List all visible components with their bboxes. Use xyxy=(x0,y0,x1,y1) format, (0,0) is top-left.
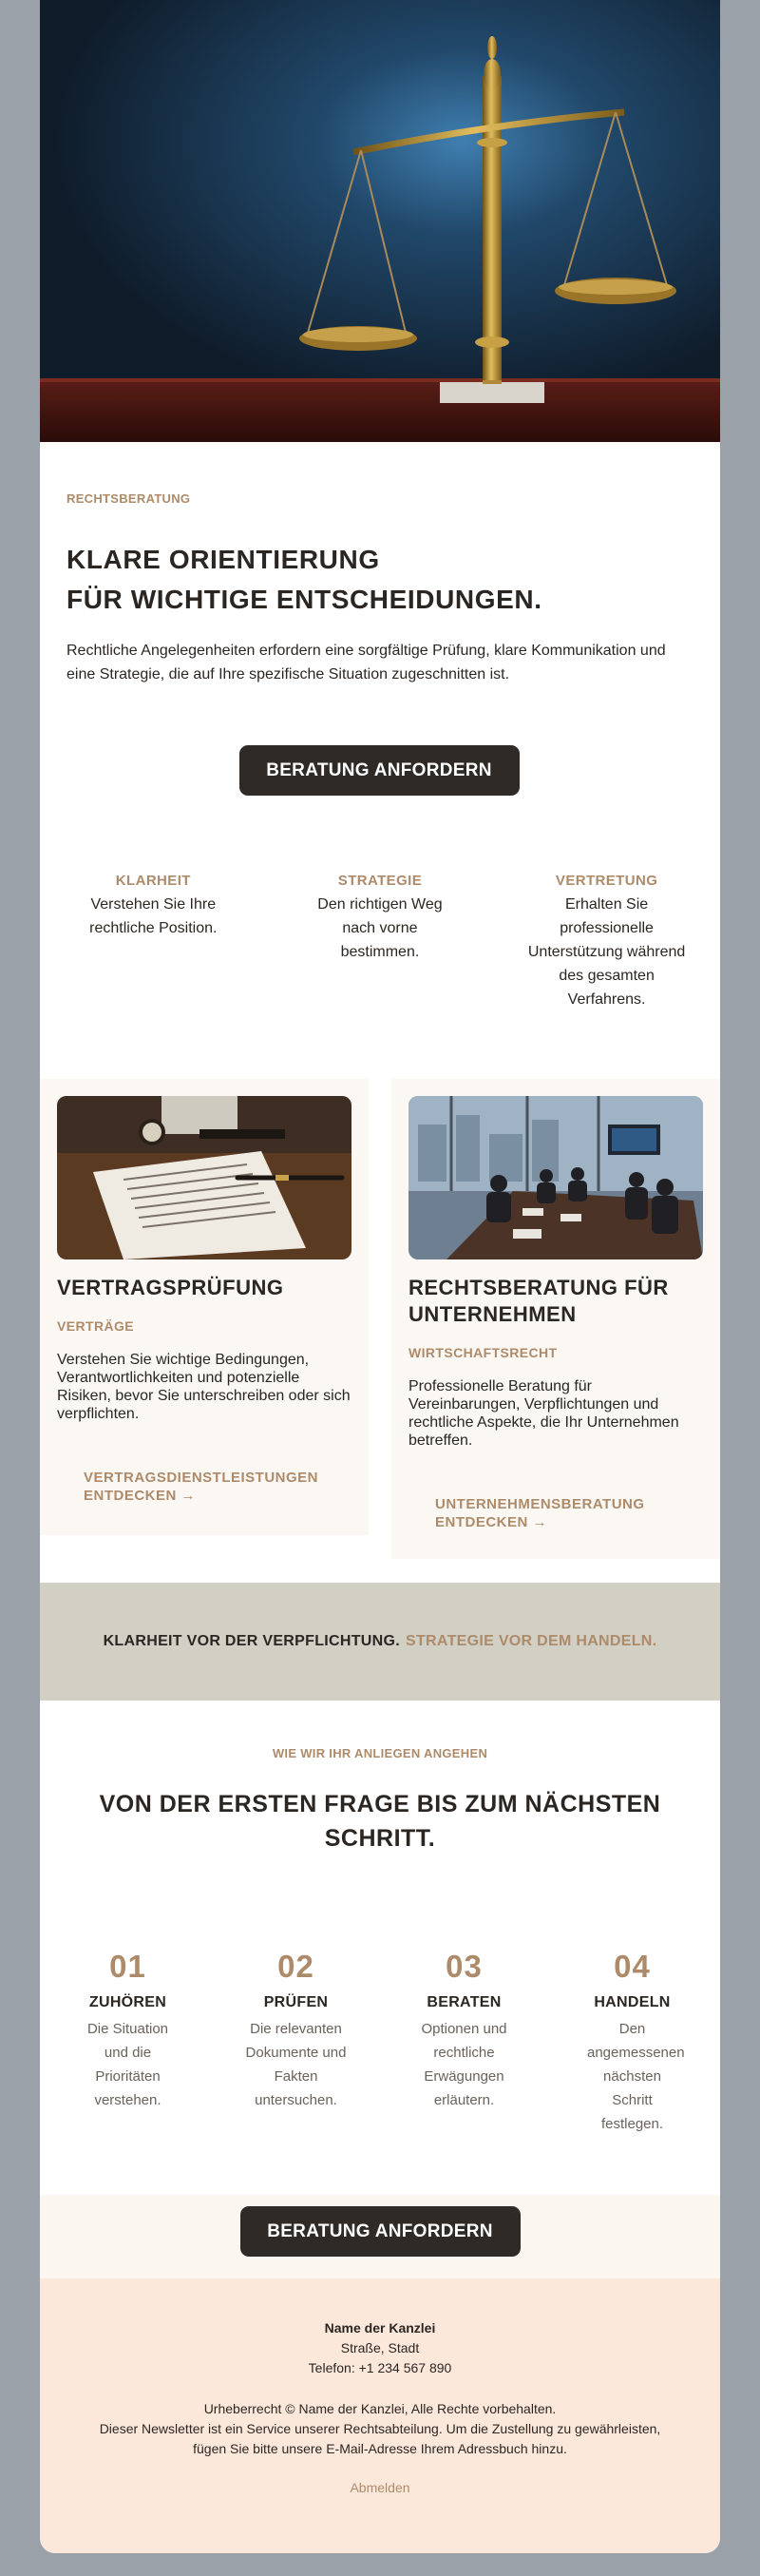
pillar-title: KLARHEIT xyxy=(115,873,191,889)
process-title: VON DER ERSTEN FRAGE BIS ZUM NÄCHSTEN SCHRITT. xyxy=(99,1791,661,1852)
bottom-cta-section xyxy=(40,2195,720,2278)
pillar-text: Erhalten Sie professionelle Unterstützung während des gesamten Verfahrens. xyxy=(527,896,686,1008)
process-step xyxy=(548,1949,716,2136)
footer-copyright: Urheberrecht © Name der Kanzlei, Alle Rechte vorbehalten. xyxy=(203,2401,557,2416)
service-card-business-advice xyxy=(391,1079,720,1559)
step-number: 02 xyxy=(277,1949,314,1984)
pillar-representation xyxy=(493,873,720,1079)
step-number: 01 xyxy=(109,1949,146,1984)
request-consultation-button-bottom[interactable]: BERATUNG ANFORDERN xyxy=(240,2206,521,2257)
banner-text-accent: STRATEGIE VOR DEM HANDELN. xyxy=(406,1633,657,1649)
service-description: Professionelle Beratung für Vereinbarungen, Verpflichtungen und rechtliche Aspekte, die Ihr Unternehmen betreffen. xyxy=(408,1378,679,1449)
hero-image xyxy=(40,0,720,442)
footer-notice-line-1: Dieser Newsletter ist ein Service unserer Rechtsabteilung. Um die Zustellung zu gewährleisten, xyxy=(99,2421,661,2436)
process-section xyxy=(40,1701,720,2195)
step-title: BERATEN xyxy=(427,1994,502,2010)
headline-line-2: FÜR WICHTIGE ENTSCHEIDUNGEN. xyxy=(66,585,542,614)
pillar-text: Den richtigen Weg nach vorne bestimmen. xyxy=(317,896,443,960)
business-meeting-photo xyxy=(408,1096,703,1259)
headline-line-1: KLARE ORIENTIERUNG xyxy=(66,545,380,574)
intro-eyebrow: RECHTSBERATUNG xyxy=(66,491,191,506)
process-step xyxy=(380,1949,548,2136)
step-text: Die Situation und die Prioritäten verstehen. xyxy=(86,2021,169,2108)
intro-lead: Rechtliche Angelegenheiten erfordern eine sorgfältige Prüfung, klare Kommunikation und eine Strategie, die auf Ihre spezifische Situation zugeschnitten ist. xyxy=(66,643,666,682)
step-text: Die relevanten Dokumente und Fakten untersuchen. xyxy=(245,2021,347,2108)
footer xyxy=(40,2278,720,2553)
explore-business-advice-link[interactable]: UNTERNEHMENSBERATUNG ENTDECKEN → xyxy=(435,1496,645,1530)
newsletter xyxy=(40,0,720,2553)
service-tag: WIRTSCHAFTSRECHT xyxy=(408,1345,558,1360)
pillar-strategy xyxy=(267,873,494,1079)
document-signing-photo xyxy=(57,1096,352,1259)
pillars-section xyxy=(40,827,720,1079)
tagline-banner xyxy=(40,1583,720,1701)
page-title xyxy=(66,540,692,620)
footer-legal xyxy=(40,2399,720,2459)
services-section xyxy=(40,1079,720,1583)
footer-notice-line-2: fügen Sie bitte unsere E-Mail-Adresse Ihrem Adressbuch hinzu. xyxy=(193,2441,567,2456)
intro-cta-wrap xyxy=(66,745,692,796)
unsubscribe-link[interactable]: Abmelden xyxy=(350,2480,410,2495)
process-step xyxy=(212,1949,380,2136)
footer-phone: Telefon: +1 234 567 890 xyxy=(308,2360,452,2375)
process-step xyxy=(44,1949,212,2136)
footer-firm-name: Name der Kanzlei xyxy=(324,2320,436,2336)
step-text: Optionen und rechtliche Erwägungen erläutern. xyxy=(421,2021,507,2108)
pillar-title: VERTRETUNG xyxy=(555,873,658,889)
request-consultation-button[interactable]: BERATUNG ANFORDERN xyxy=(239,745,520,796)
legal-scales-icon xyxy=(40,0,720,442)
pillar-title: STRATEGIE xyxy=(337,873,423,889)
footer-address: Straße, Stadt xyxy=(340,2340,420,2355)
process-eyebrow: WIE WIR IHR ANLIEGEN ANGEHEN xyxy=(272,1746,488,1760)
service-card-contract-review xyxy=(40,1079,369,1535)
service-description: Verstehen Sie wichtige Bedingungen, Verantwortlichkeiten und potenzielle Risiken, bevor Sie unterschreiben oder sich verpflichten. xyxy=(57,1352,351,1422)
intro-section xyxy=(40,442,720,827)
step-title: ZUHÖREN xyxy=(88,1994,167,2010)
step-number: 04 xyxy=(614,1949,651,1984)
step-title: PRÜFEN xyxy=(263,1994,329,2010)
step-number: 03 xyxy=(446,1949,483,1984)
service-tag: VERTRÄGE xyxy=(57,1318,134,1334)
pillar-text: Verstehen Sie Ihre rechtliche Position. xyxy=(89,896,218,936)
banner-text-primary: KLARHEIT VOR DER VERPFLICHTUNG. xyxy=(103,1633,400,1649)
step-text: Den angemessenen nächsten Schritt festlegen. xyxy=(587,2021,685,2132)
step-title: HANDELN xyxy=(594,1994,671,2010)
service-title: RECHTSBERATUNG FÜR UNTERNEHMEN xyxy=(408,1276,669,1326)
pillar-clarity xyxy=(40,873,267,1079)
process-steps xyxy=(40,1949,720,2136)
explore-contract-services-link[interactable]: VERTRAGSDIENSTLEISTUNGEN ENTDECKEN → xyxy=(84,1470,319,1504)
service-title: VERTRAGSPRÜFUNG xyxy=(57,1276,284,1299)
